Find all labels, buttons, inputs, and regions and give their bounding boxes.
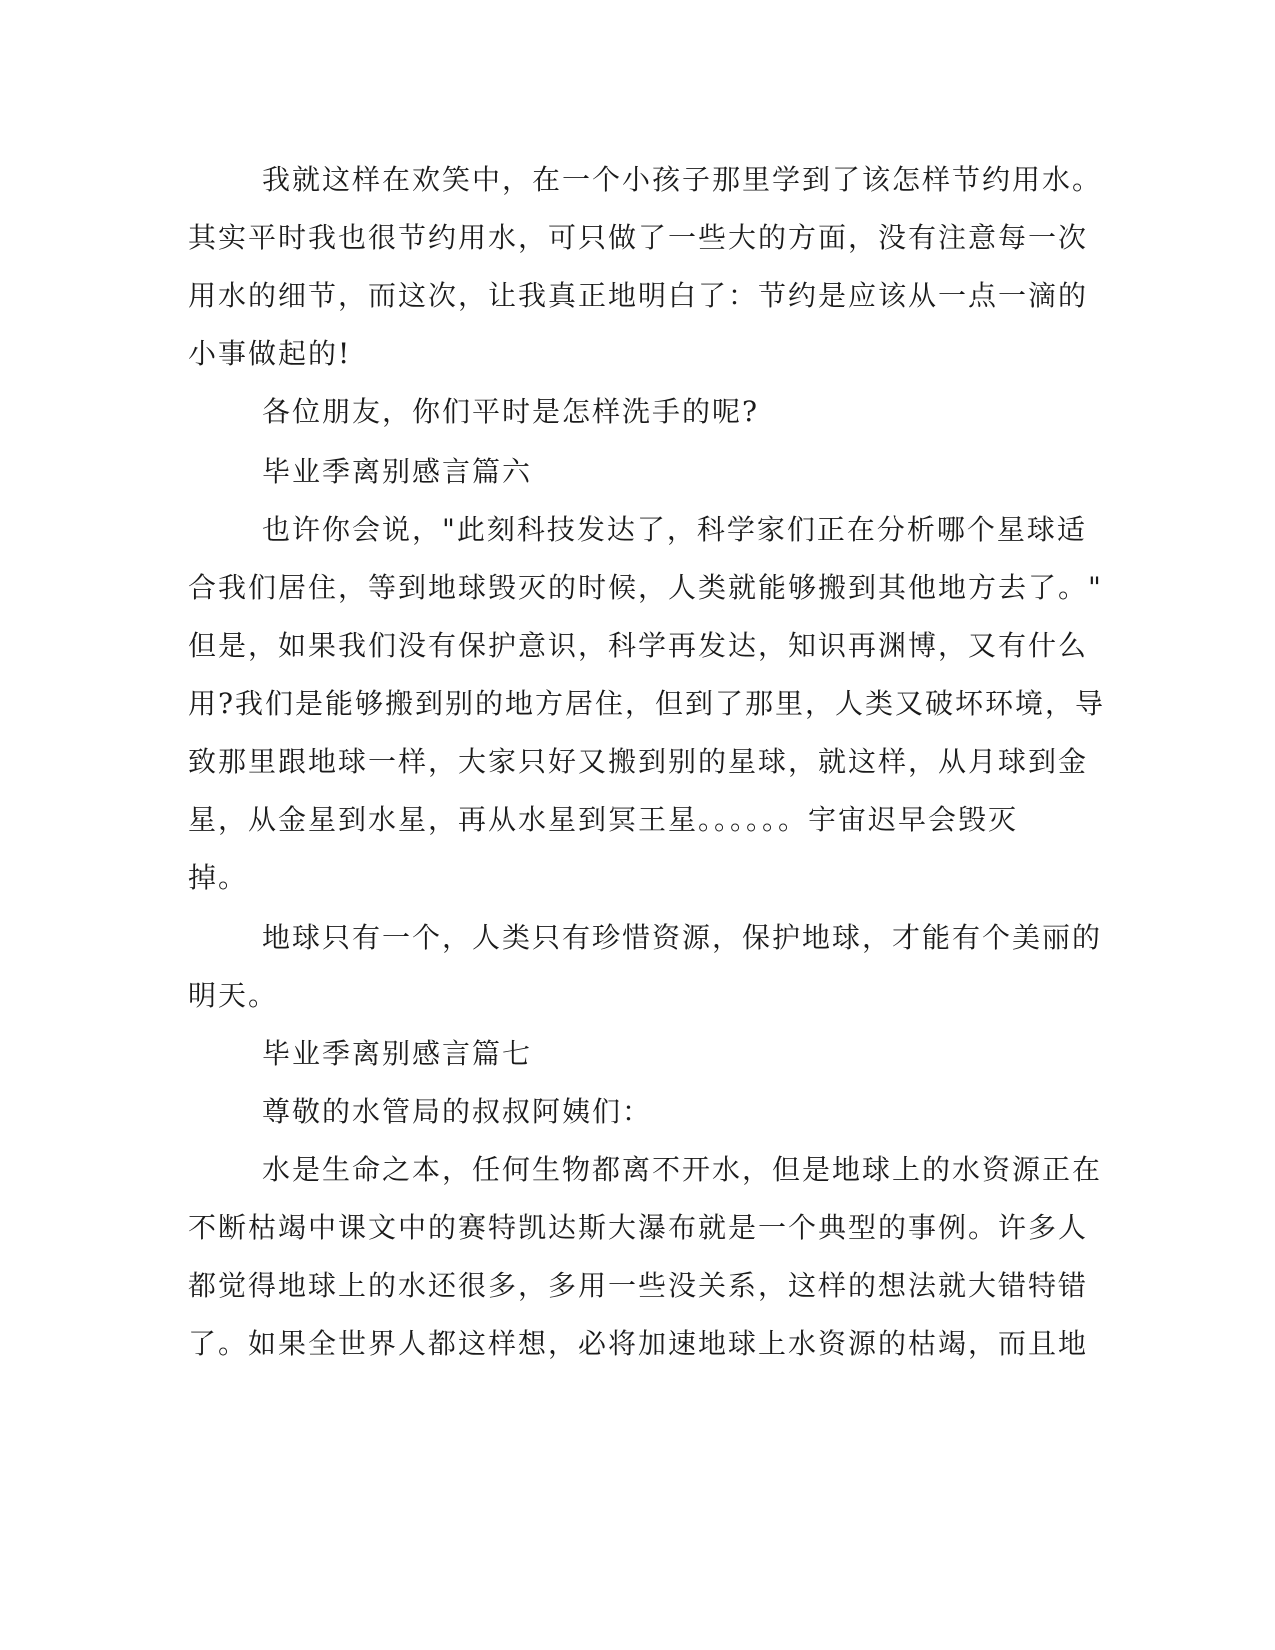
text-line: 我就这样在欢笑中，在一个小孩子那里学到了该怎样节约用水。 (262, 163, 1103, 196)
text-line: 了。如果全世界人都这样想，必将加速地球上水资源的枯竭，而且地 (188, 1327, 1089, 1360)
text-line: 水是生命之本，任何生物都离不开水，但是地球上的水资源正在 (262, 1153, 1103, 1186)
text-line: 小事做起的! (188, 337, 352, 370)
text-line: 都觉得地球上的水还很多，多用一些没关系，这样的想法就大错特错 (188, 1269, 1089, 1302)
text-line: 明天。 (188, 979, 279, 1012)
text-line: 但是，如果我们没有保护意识，科学再发达，知识再渊博，又有什么 (188, 629, 1089, 662)
text-line: 各位朋友，你们平时是怎样洗手的呢? (262, 395, 760, 428)
section-heading: 毕业季离别感言篇六 (262, 455, 533, 488)
text-line: 用水的细节，而这次，让我真正地明白了：节约是应该从一点一滴的 (188, 279, 1089, 312)
text-line: 用?我们是能够搬到别的地方居住，但到了那里，人类又破坏环境，导 (188, 687, 1106, 720)
salutation: 尊敬的水管局的叔叔阿姨们： (262, 1095, 653, 1128)
text-line: 星，从金星到水星，再从水星到冥王星。。。。。。宇宙迟早会毁灭 (188, 803, 1019, 836)
text-line: 致那里跟地球一样，大家只好又搬到别的星球，就这样，从月球到金 (188, 745, 1089, 778)
text-line: 地球只有一个，人类只有珍惜资源，保护地球，才能有个美丽的 (262, 921, 1103, 954)
text-line: 其实平时我也很节约用水，可只做了一些大的方面，没有注意每一次 (188, 221, 1089, 254)
text-line: 合我们居住，等到地球毁灭的时候，人类就能够搬到其他地方去了。" (188, 571, 1103, 604)
text-line: 掉。 (188, 861, 249, 894)
text-line: 也许你会说，"此刻科技发达了，科学家们正在分析哪个星球适 (262, 513, 1087, 546)
section-heading: 毕业季离别感言篇七 (262, 1037, 533, 1070)
text-line: 不断枯竭中课文中的赛特凯达斯大瀑布就是一个典型的事例。许多人 (188, 1211, 1089, 1244)
